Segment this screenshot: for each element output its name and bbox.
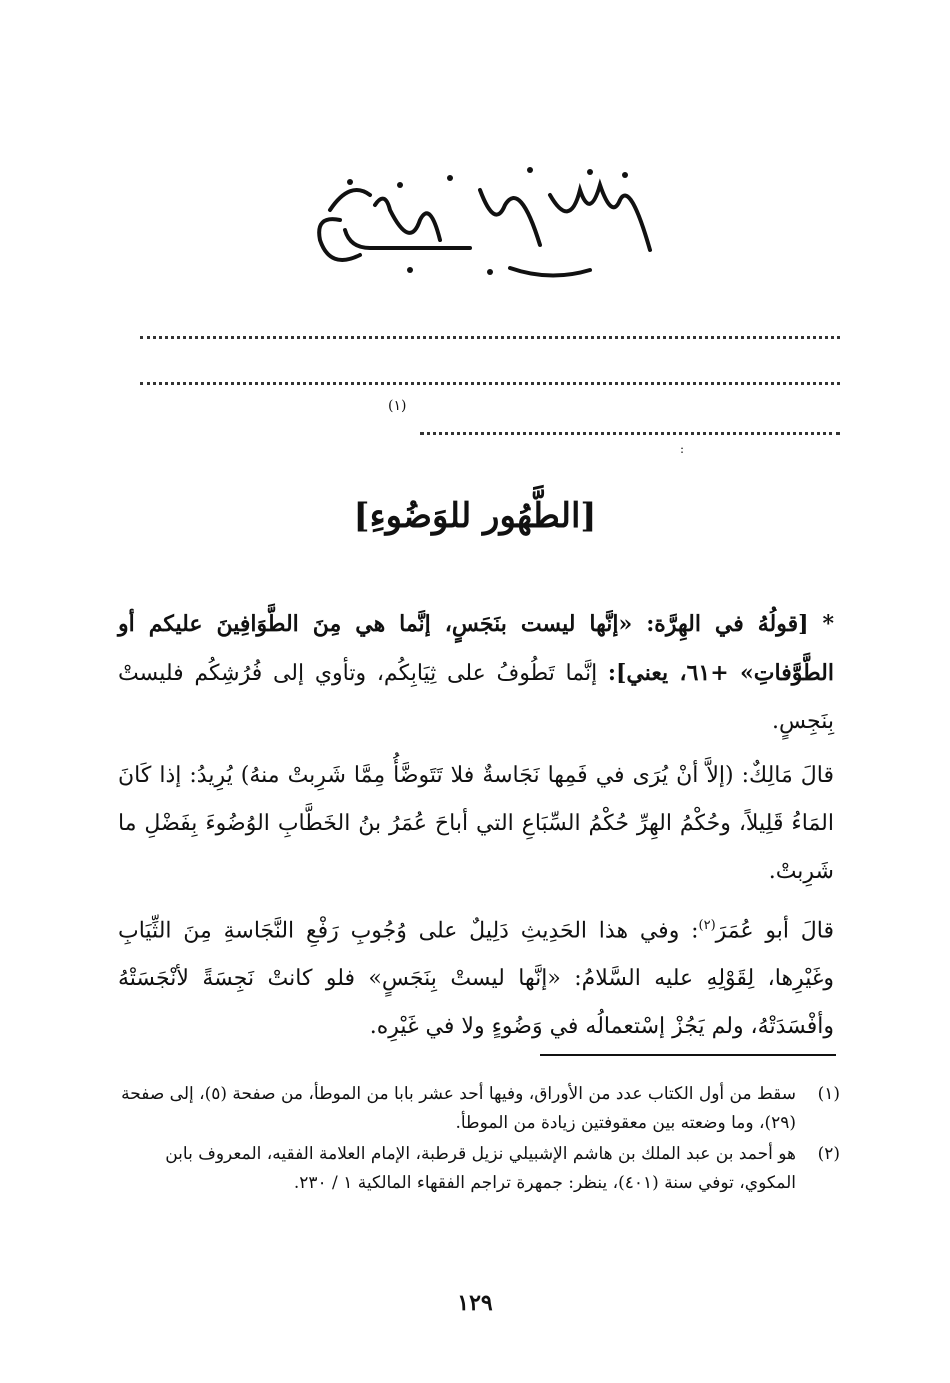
- basmala-calligraphy-icon: [290, 160, 670, 290]
- ellipsis-line: [420, 426, 840, 435]
- footnote-number: (٢): [817, 1144, 840, 1164]
- footnote: [118, 1080, 840, 1138]
- paragraph-text: إنَّما تَطُوفُ على ثِيَابِكُم، وتأوي إلى فُرُشِكُم فليستْ بِنَجِسٍ.: [118, 661, 834, 734]
- page-number: ١٢٩: [457, 1290, 493, 1316]
- footnotes: [118, 1080, 840, 1200]
- paragraph: [118, 902, 834, 1051]
- basmala-calligraphy-svg: [290, 160, 670, 290]
- footnote-number: (١): [817, 1084, 840, 1104]
- ellipsis-line: [140, 376, 840, 385]
- footnote-text: هو أحمد بن عبد الملك بن هاشم الإشبيلي نزيل قرطبة، الإمام العلامة الفقيه، المعروف بابن المكوي، توفي سنة (٤٠١)، ينظر: جمهرة تراجم الفقهاء المالكية ١ / ٢٣٠.: [165, 1144, 796, 1193]
- section-heading: [الطَّهُور للوَضُوءِ]: [353, 496, 597, 536]
- paragraph-text: قالَ أبو عُمَرَ: [715, 918, 834, 944]
- footnote-divider: [540, 1054, 836, 1056]
- paragraph: [118, 752, 834, 896]
- main-text: [118, 600, 834, 1057]
- footnote: [118, 1140, 840, 1198]
- paragraph-text: : وفي هذا الحَدِيثِ دَلِيلٌ على وُجُوبِ رَفْعِ النَّجَاسةِ مِنَ الثِّيَابِ وغَيْرِها، لِقَوْلِهِ عليه السَّلامُ: «إنَّها ليستْ بِنَجَسٍ» فلو كانتْ نَجِسَةً لأنْجَسَتْهُ وأفْسَدَتْهُ، ولم يَجُزْ إسْتعمالُه في وَضُوءٍ ولا في غَيْرِه.: [118, 918, 834, 1040]
- paragraph: [118, 600, 834, 746]
- ellipsis-line: [140, 330, 840, 339]
- footnote-text: سقط من أول الكتاب عدد من الأوراق، وفيها أحد عشر بابا من الموطأ، من صفحة (٥)، إلى صفحة (٢٩)، وما وضعته بين معقوفتين زيادة من الموطأ.: [121, 1084, 796, 1133]
- footnote-ref: (٢): [698, 918, 716, 933]
- separator-mark: :: [680, 442, 685, 456]
- paragraph-lead: * [قولُهُ في الهِرَّة: «إنَّها ليست بنَجَسٍ، إنَّما هي مِنَ الطَّوَافِينَ عليكم أو الطَّوَّفاتِ» +٦١، يعني]:: [118, 611, 834, 686]
- footnote-ref: (١): [388, 398, 407, 414]
- paragraph-text: قالَ مَالِكٌ: (إلاَّ أنْ يُرَى في فَمِها نَجَاسةٌ فلا تَتَوضَّأُ مِمَّا شَرِبتْ منهُ) يُرِيدُ: إذا كَانَ المَاءُ قَلِيلاً، وحُكْمُ الهِرِّ حُكْمُ السِّبَاعِ التي أباحَ عُمَرُ بنُ الخَطَّابِ الوُضُوءَ بِفَضْلِ ما شَرِبتْ.: [118, 763, 834, 884]
